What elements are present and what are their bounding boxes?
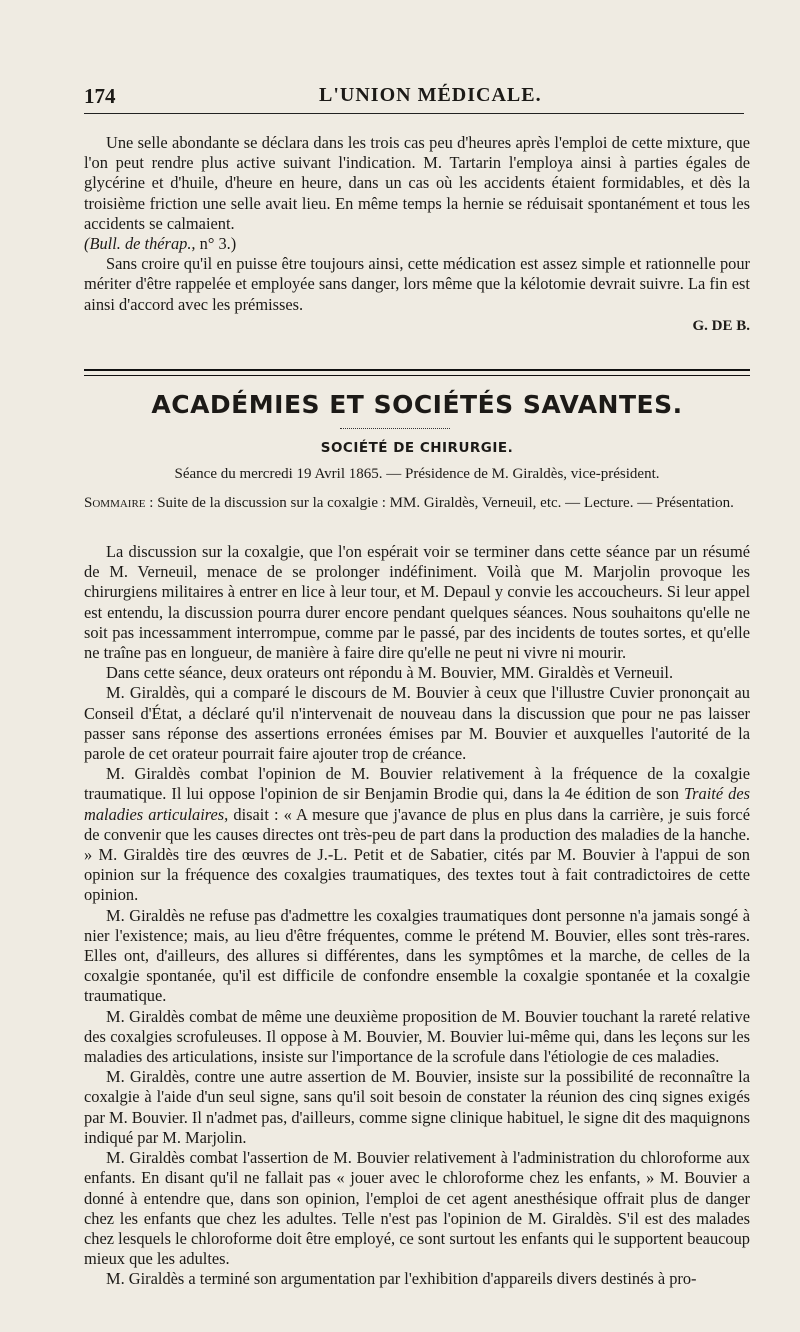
citation-source: (Bull. de thérap., [84,234,196,254]
summary-label: Sommaire : [84,495,154,511]
session-line: Séance du mercredi 19 Avril 1865. — Présidence de M. Giraldès, vice-président. [174,466,660,482]
citation [84,234,750,254]
paragraph-text: M. Giraldès combat l'opinion de M. Bouvier relativement à la fréquence de la coxalgie traumatique. Il lui oppose l'opinion de sir Benjamin Brodie qui, dans la 4e édition de son [84,764,750,804]
signature: G. DE B. [692,317,750,334]
main-paragraph: La discussion sur la coxalgie, que l'on espérait voir se terminer dans cette séance par un résumé de M. Verneuil, menace de se prolonger indéfiniment. Voilà que M. Marjolin provoque les chirurgiens militaires à entrer en lice à leur tour, et M. Depaul y convie les accoucheurs. Si leur appel est entendu, la discussion pourra durer encore pendant quelques séances. Nous souhaitons qu'elle ne soit pas incessamment interrompue, comme par le passé, par des incidents de toutes sortes, et qu'elle ne traîne pas en longueur, de manière à faire dire qu'elle ne peut ni vivre ni mourir. [84,542,750,663]
main-paragraph: M. Giraldès, contre une autre assertion de M. Bouvier, insiste sur la possibilité de reconnaître la coxalgie à l'aide d'un seul signe, sans qu'il soit besoin de constater la réunion des cinq signes exigés par M. Bouvier. Il n'admet pas, d'ailleurs, comme signe clinique habituel, le signe dit des maquignons indiqué par M. Marjolin. [84,1067,750,1147]
summary-text: Suite de la discussion sur la coxalgie : MM. Giraldès, Verneuil, etc. — Lecture. — Présentation. [157,495,734,511]
book-title: Traité des maladies articulaires [84,784,750,824]
main-paragraph: Dans cette séance, deux orateurs ont répondu à M. Bouvier, MM. Giraldès et Verneuil. [106,663,674,683]
page-number: 174 [84,84,116,108]
main-paragraph: M. Giraldès combat l'assertion de M. Bouvier relativement à l'administration du chloroforme aux enfants. En disant qu'il ne fallait pas « jouer avec le chloroforme chez les enfants, » M. Bouvier a donné à entendre que, dans son opinion, l'emploi de cet agent anesthésique offrait plus de danger chez les enfants que chez les adultes. Telle n'est pas l'opinion de M. Giraldès. S'il est des malades chez lesquels le chloroforme doit être employé, ce sont surtout les enfants qui le supportent beaucoup mieux que les adultes. [84,1148,750,1269]
top-article [84,133,750,336]
main-paragraph: M. Giraldès a terminé son argumentation par l'exhibition d'appareils divers destinés à pro- [106,1269,697,1289]
journal-title: L'UNION MÉDICALE. [319,84,542,106]
main-paragraph: M. Giraldès, qui a comparé le discours de M. Bouvier à ceux que l'illustre Cuvier prononçait au Conseil d'État, a déclaré qu'il n'intervenait de nouveau dans la discussion que pour ne pas laisser passer sans réponse des assertions erronées émises par M. Bouvier et auxquelles l'autorité de la parole de cet orateur pourrait faire ajouter trop de créance. [84,683,750,764]
summary [84,494,750,513]
header-rule [84,113,744,114]
main-paragraph [84,764,750,905]
citation-number: n° 3.) [195,234,237,254]
paragraph-text: , disait : « A mesure que j'avance de plus en plus dans la carrière, je suis forcé de convenir que les causes directes ont très-peu de part dans la production des maladies de la hanche. » M. Giraldès tire des œuvres de J.-L. Petit et de Sabatier, cités par M. Bouvier à l'appui de son opinion sur la fréquence des coxalgies traumatiques, des textes tout à fait contradictoires de cette opinion. [84,804,750,905]
main-paragraph: M. Giraldès combat de même une deuxième proposition de M. Bouvier touchant la rareté relative des coxalgies scrofuleuses. Il oppose à M. Bouvier, M. Bouvier lui-même qui, dans les leçons sur les maladies des articulations, insiste sur l'importance de la scrofule dans l'étiologie de ces maladies. [84,1006,750,1067]
section-title: ACADÉMIES ET SOCIÉTÉS SAVANTES. [151,390,683,419]
running-head [84,84,744,114]
main-article [84,542,750,1290]
top-article-paragraph: Une selle abondante se déclara dans les trois cas peu d'heures après l'emploi de cette mixture, que l'on peut rendre plus active suivant l'indication. M. Tartarin l'employa ainsi à parties égales de glycérine et d'huile, d'heure en heure, dans un cas où les accidents étaient formidables, et dès la troisième friction une selle avait lieu. En même temps la hernie se réduisait spontanément et tous les accidents se calmaient. [84,133,750,233]
top-article-closing: Sans croire qu'il en puisse être toujours ainsi, cette médication est assez simple et rationnelle pour mériter d'être rappelée et employée sans danger, lors même que la kélotomie devrait suivre. La fin est ainsi d'accord avec les prémisses. [84,254,750,314]
title-ornament [340,428,450,429]
society-name: SOCIÉTÉ DE CHIRURGIE. [320,440,514,456]
main-paragraph: M. Giraldès ne refuse pas d'admettre les coxalgies traumatiques dont personne n'a jamais songé à nier l'existence; mais, au lieu d'être fréquentes, comme le prétend M. Bouvier, elles sont très-rares. Elles ont, d'ailleurs, des allures si différentes, dans les symptômes et la marche, de celles de la coxalgie spontanée, qu'il est difficile de confondre ensemble la coxalgie spontanée et la coxalgie traumatique. [84,905,750,1006]
section-rule-thick [84,369,750,371]
section-rule-thin [84,375,750,376]
